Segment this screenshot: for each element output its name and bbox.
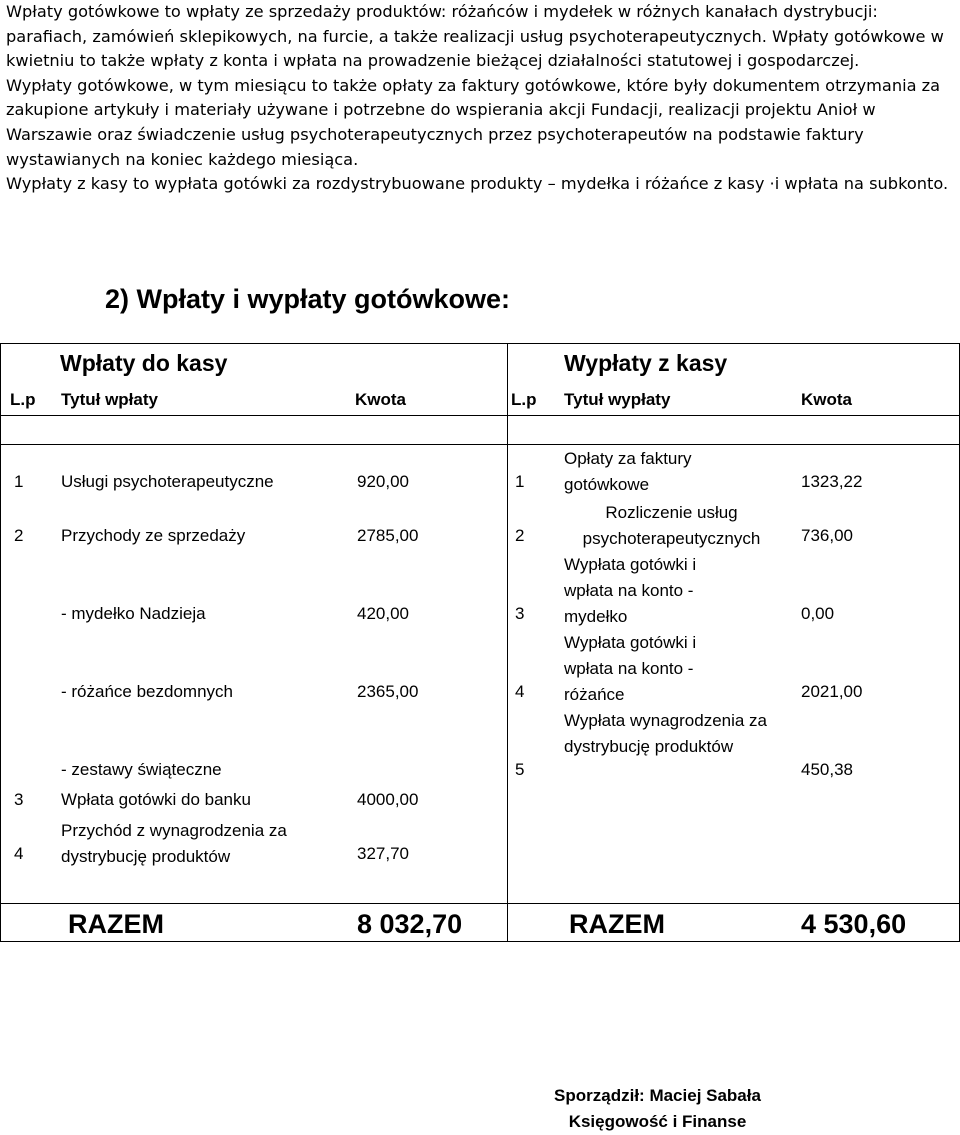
col-out-title: Tytuł wypłaty xyxy=(564,390,671,409)
in-row-4-lp: 4 xyxy=(14,844,24,863)
in-row-2b-title: - różańce bezdomnych xyxy=(61,682,233,701)
total-in: 8 032,70 xyxy=(357,909,463,939)
in-row-2-lp: 2 xyxy=(14,526,24,545)
out-row-3-title: Wypłata gotówki i wpłata na konto - mydełko xyxy=(564,555,697,626)
col-lp-out: L.p xyxy=(511,390,537,409)
table-rows-separator xyxy=(0,444,960,445)
table-border-bottom xyxy=(0,941,960,942)
in-row-3-title: Wpłata gotówki do banku xyxy=(61,790,251,809)
out-row-1-lp: 1 xyxy=(515,472,525,491)
out-row-4-title: Wypłata gotówki i wpłata na konto - różańce xyxy=(564,633,697,704)
out-row-3-lp: 3 xyxy=(515,604,525,623)
col-in-title: Tytuł wpłaty xyxy=(61,390,158,409)
in-row-1-amount: 920,00 xyxy=(357,472,409,491)
table-header-separator xyxy=(0,415,960,416)
intro-paragraph-3: Wypłaty z kasy to wypłata gotówki za rozdystrybuowane produkty – mydełka i różańce z kasy ·i wpłata na subkonto. xyxy=(6,174,949,194)
in-row-3-amount: 4000,00 xyxy=(357,790,419,809)
in-row-1-title: Usługi psychoterapeutyczne xyxy=(61,472,274,491)
out-row-5-lp: 5 xyxy=(515,760,525,779)
in-row-2c-title: - zestawy świąteczne xyxy=(61,760,222,779)
out-header: Wypłaty z kasy xyxy=(564,350,728,376)
out-row-2-amount: 736,00 xyxy=(801,526,853,545)
out-row-1-title: Opłaty za faktury gotówkowe xyxy=(564,449,692,494)
out-row-4-lp: 4 xyxy=(515,682,525,701)
total-out: 4 530,60 xyxy=(801,909,907,939)
out-row-2-lp: 2 xyxy=(515,526,525,545)
in-row-2-amount: 2785,00 xyxy=(357,526,419,545)
out-row-3-amount: 0,00 xyxy=(801,604,835,623)
in-row-2a-title: - mydełko Nadzieja xyxy=(61,604,206,623)
in-header: Wpłaty do kasy xyxy=(60,350,228,376)
in-row-4-title: Przychód z wynagrodzenia za dystrybucję produktów xyxy=(61,821,287,866)
total-label-in: RAZEM xyxy=(68,909,164,939)
in-row-2a-amount: 420,00 xyxy=(357,604,409,623)
section-title: 2) Wpłaty i wypłaty gotówkowe: xyxy=(105,284,511,314)
intro-paragraph-1: Wpłaty gotówkowe to wpłaty ze sprzedaży produktów: różańców i mydełek w różnych kanałach dystrybucji: parafiach, zamówień sklepikowych, na furcie, a także realizacji usług psychoterapeutycznych. Wpłaty gotówkowe w kwietniu to także wpłaty z konta i wpłata na prowadzenie bieżącej działalności statutowej i gospodarczej. xyxy=(6,2,944,71)
table-border-top xyxy=(0,343,960,344)
out-row-5-amount: 450,38 xyxy=(801,760,853,779)
table-border-left xyxy=(0,343,1,941)
signature xyxy=(530,1083,785,1135)
out-row-2-title: Rozliczenie usług psychoterapeutycznych xyxy=(582,503,761,548)
total-label-out: RAZEM xyxy=(569,909,665,939)
signature-line-1: Sporządził: Maciej Sabała xyxy=(554,1086,761,1105)
out-row-1-amount: 1323,22 xyxy=(801,472,863,491)
signature-line-2: Księgowość i Finanse xyxy=(568,1112,747,1131)
out-row-4-amount: 2021,00 xyxy=(801,682,863,701)
intro-paragraph-2: Wypłaty gotówkowe, w tym miesiącu to także opłaty za faktury gotówkowe, które były dokumentem otrzymania za zakupione artykuły i materiały używane i potrzebne do wspierania akcji Fundacji, realizacji projektu Anioł w Warszawie oraz świadczenie usług psychoterapeutycznych przez psychoterapeutów na podstawie faktury wystawianych na koniec każdego miesiąca. xyxy=(6,75,941,169)
col-amount-in: Kwota xyxy=(355,390,406,409)
in-row-2-title: Przychody ze sprzedaży xyxy=(61,526,246,545)
col-lp-in: L.p xyxy=(10,390,36,409)
in-row-2b-amount: 2365,00 xyxy=(357,682,419,701)
in-row-1-lp: 1 xyxy=(14,472,24,491)
table-totals-separator xyxy=(0,903,960,904)
out-row-5-title: Wypłata wynagrodzenia za dystrybucję produktów xyxy=(564,711,768,756)
in-row-3-lp: 3 xyxy=(14,790,24,809)
col-amount-out: Kwota xyxy=(801,390,852,409)
in-row-4-amount: 327,70 xyxy=(357,844,409,863)
table-divider-middle xyxy=(507,343,508,941)
